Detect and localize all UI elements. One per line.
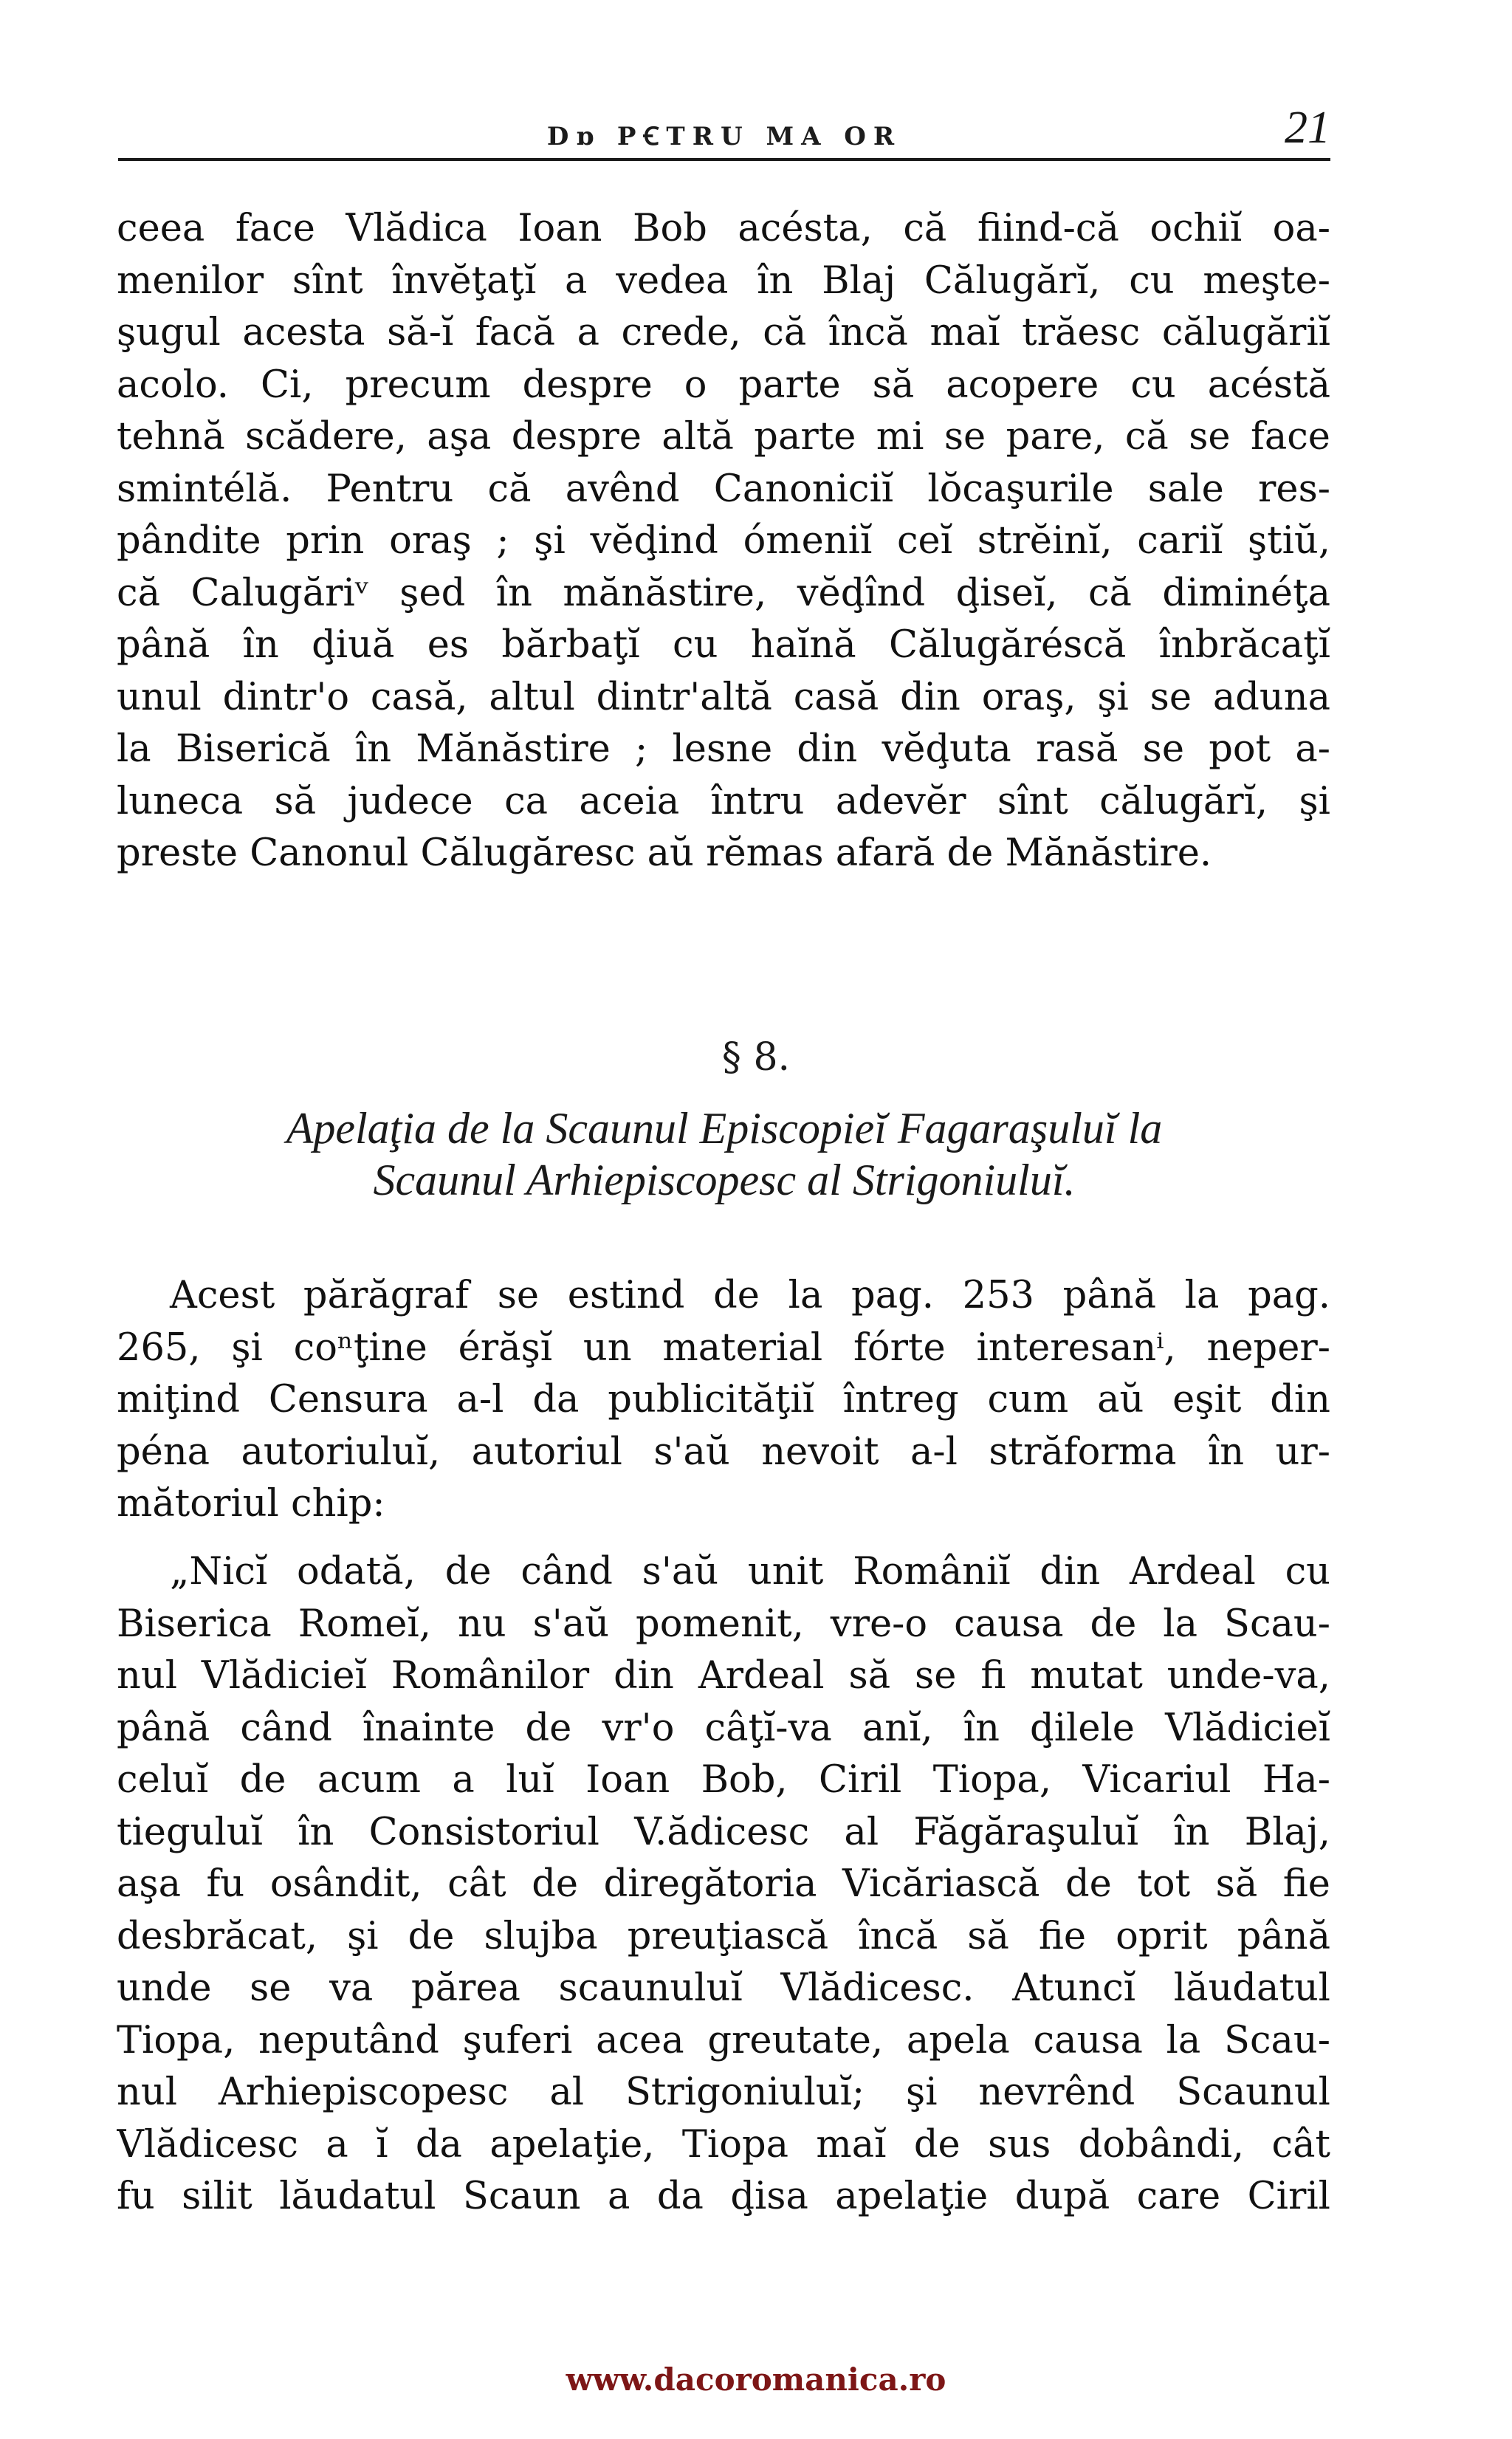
text-line: tieguluĭ în Consistoriul V.ădicesc al Făgăraşuluĭ în Blaj, — [117, 1810, 1330, 1854]
running-header — [118, 102, 1330, 168]
section-title — [118, 1102, 1330, 1206]
text-line: unul dintr'o casă, altul dintr'altă casă din oraş, şi se aduna — [117, 675, 1330, 719]
text-line: pândite prin oraş ; şi vĕḑind ómeniĭ ceĭ strĕinĭ, cariĭ ştiŭ, — [117, 519, 1330, 563]
text-line: tehnă scădere, aşa despre altă parte mi se pare, că se face — [117, 415, 1330, 459]
text-line: că Calugăriᵛ şed în mănăstire, vĕḑînd ḑiseĭ, că diminéţa — [117, 571, 1330, 615]
text-line: preste Canonul Călugăresc aŭ rĕmas afară de Mănăstire. — [117, 831, 1212, 875]
text-line: mătoriul chip: — [117, 1482, 385, 1526]
text-line: Biserica Romeĭ, nu s'aŭ pomenit, vre-o causa de la Scau- — [117, 1602, 1330, 1646]
text-line: péna autoriuluĭ, autoriul s'aŭ nevoit a-l străforma în ur- — [117, 1430, 1330, 1474]
text-line: la Biserică în Mănăstire ; lesne din vĕḑuta rasă se pot a- — [117, 727, 1330, 771]
source-watermark: www.dacoromanica.ro — [566, 2361, 946, 2398]
text-line: până în ḑiuă es bărbaţĭ cu haĭnă Călugărésсă înbrăcaţĭ — [117, 623, 1330, 667]
page-number: 21 — [1285, 103, 1330, 153]
text-line: şugul acesta să-ĭ facă a crede, că încă maĭ trăesc călugăriĭ — [117, 311, 1330, 354]
text-line: miţind Censura a-l da publicităţiĭ întreg cum aŭ eşit din — [117, 1378, 1330, 1421]
paragraph-2 — [117, 1270, 1330, 1531]
text-line: smintélă. Pentru că avênd Canoniciĭ lŏcaşurile sale res- — [117, 467, 1330, 511]
text-line: Acest părăgraf se estind de la pag. 253 până la pag. — [170, 1274, 1330, 1317]
text-line: acolo. Ci, precum despre o parte să acopere cu acéstă — [117, 363, 1330, 407]
paragraph-1 — [117, 203, 1330, 880]
text-line: „Nicĭ odată, de când s'aŭ unit Româniĭ din Ardeal cu — [170, 1550, 1330, 1594]
text-line: menilor sînt învĕţaţĭ a vedea în Blaj Călugărĭ, cu meşte- — [117, 258, 1330, 303]
text-line: ceea face Vlădica Ioan Bob acésta, că fiind-că ochiĭ oa- — [117, 207, 1330, 250]
text-line: nul Vlădicieĭ Românilor din Ardeal să se fi mutat unde-va, — [117, 1654, 1330, 1698]
text-line: până când înainte de vr'o câţĭ-va anĭ, în ḑilele Vlădicieĭ — [117, 1706, 1330, 1750]
text-line: luneca să judece ca aceia întru adevĕr sînt călugărĭ, şi — [117, 779, 1330, 823]
header-rule — [118, 158, 1330, 161]
text-line: aşa fu osândit, cât de diregătoria Vicăriască de tot să fie — [117, 1862, 1330, 1906]
text-line: Vlădicesc a ĭ da apelaţie, Tiopa maĭ de sus dobândi, cât — [117, 2122, 1330, 2167]
section-title-line: Apelaţia de la Scaunul Episcopieĭ Fagaraşuluĭ la — [286, 1104, 1163, 1153]
text-line: fu silit lăudatul Scaun a da ḑisa apelaţie după care Ciril — [117, 2175, 1330, 2218]
text-line: 265, şi coⁿţine érăşĭ un material fórte interesanⁱ, neper- — [117, 1325, 1330, 1370]
text-line: nul Arhiepiscopesc al Strigoniuluĭ; şi nevrênd Scaunul — [117, 2071, 1330, 2114]
text-line: unde se va părea scaunuluĭ Vlădicesc. Atuncĭ lăudatul — [117, 1966, 1330, 2010]
running-header-title: Dɒ PꞒTRU MA OR — [546, 122, 902, 151]
section-number: § 8. — [721, 1035, 791, 1080]
paragraph-3 — [117, 1546, 1330, 2223]
section-title-line: Scaunul Arhiepiscopesc al Strigoniuluĭ. — [373, 1156, 1076, 1204]
text-line: desbrăcat, şi de slujba preuţiască încă să fie oprit până — [117, 1914, 1330, 1958]
text-line: Tiopa, neputând şuferi acea greutate, apela causa la Scau- — [117, 2018, 1330, 2062]
text-line: celuĭ de acum a luĭ Ioan Bob, Ciril Tiopa, Vicariul Ha- — [117, 1758, 1330, 1802]
